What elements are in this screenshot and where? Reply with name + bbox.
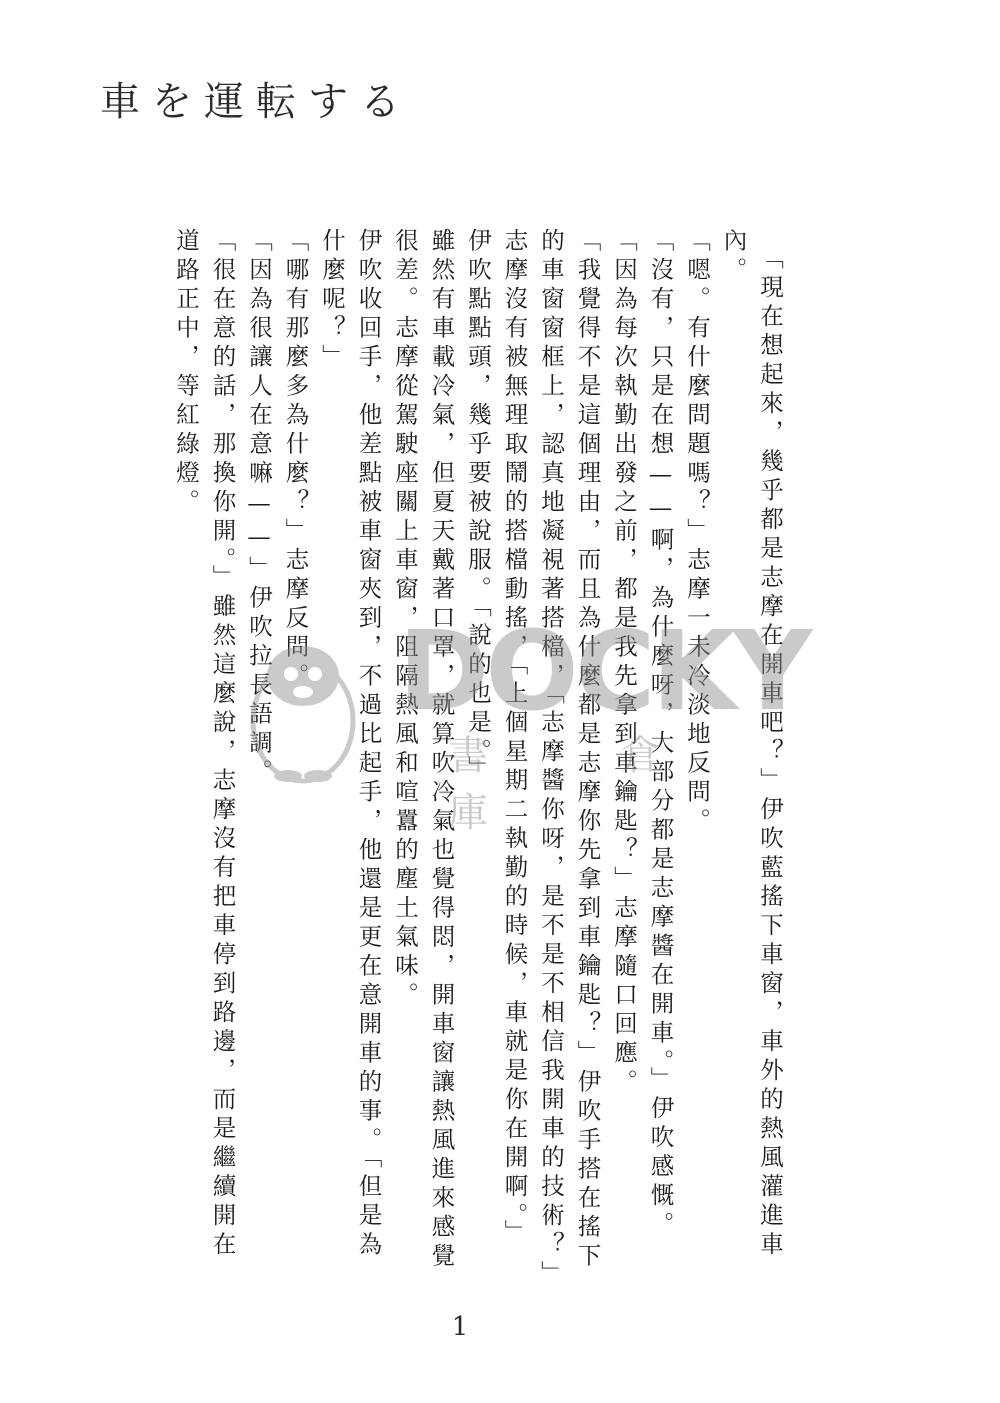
paragraph: 伊吹收回手，他差點被車窗夾到，不過比起手，他還是更在意開車的事。「但是為什麼呢？」 — [318, 228, 383, 1261]
paragraph: 「嗯。有什麼問題嗎？」志摩一未冷淡地反問。 — [683, 228, 711, 837]
paragraph: 「因為每次執勤出發之前，都是我先拿到車鑰匙？」志摩隨口回應。 — [610, 228, 638, 1098]
page-number: 1 — [451, 1312, 469, 1342]
paragraph: 志摩沒有被無理取鬧的搭檔動搖，「上個星期二執勤的時候，車就是你在開啊。」 — [500, 228, 529, 1249]
paragraph: 「很在意的話，那換你開。」雖然這麼說，志摩沒有把車停到路邊，而是繼續開在道路正中，等紅綠燈。 — [172, 228, 237, 1261]
watermark-subtitle: 書 倉 庫 — [448, 733, 721, 836]
paragraph: 雖然有車載冷氣，但夏天戴著口罩，就算吹冷氣也覺得悶，開車窗讓熱風進來感覺很差。志摩從駕駛座關上車窗，阻隔熱風和喧囂的塵土氣味。 — [391, 228, 456, 1272]
watermark-logo: DOCKY — [398, 607, 809, 735]
paragraph: 「哪有那麼多為什麼？」志摩反問。 — [281, 228, 310, 692]
paragraph: 「現在想起來，幾乎都是志摩在開車吧？」伊吹藍搖下車窗，車外的熱風灌進車內。 — [719, 228, 784, 1261]
paragraph: 「我覺得不是這個理由，而且為什麼都是志摩你先拿到車鑰匙？」伊吹手搭在搖下的車窗窗框上，認真地凝視著搭檔，「志摩醬你呀，是不是不相信我開車的技術？」 — [537, 228, 602, 1290]
page-title: 車を運転する — [100, 79, 412, 125]
paragraph: 伊吹點點頭，幾乎要被說服。「說的也是。」 — [464, 228, 492, 785]
paragraph: 「沒有，只是在想——啊，為什麼呀，大部分都是志摩醬在開車。」伊吹感慨。 — [646, 228, 675, 1241]
body-text — [168, 228, 789, 1288]
paragraph: 「因為很讓人在意嘛——」伊吹拉長語調。 — [245, 228, 273, 788]
